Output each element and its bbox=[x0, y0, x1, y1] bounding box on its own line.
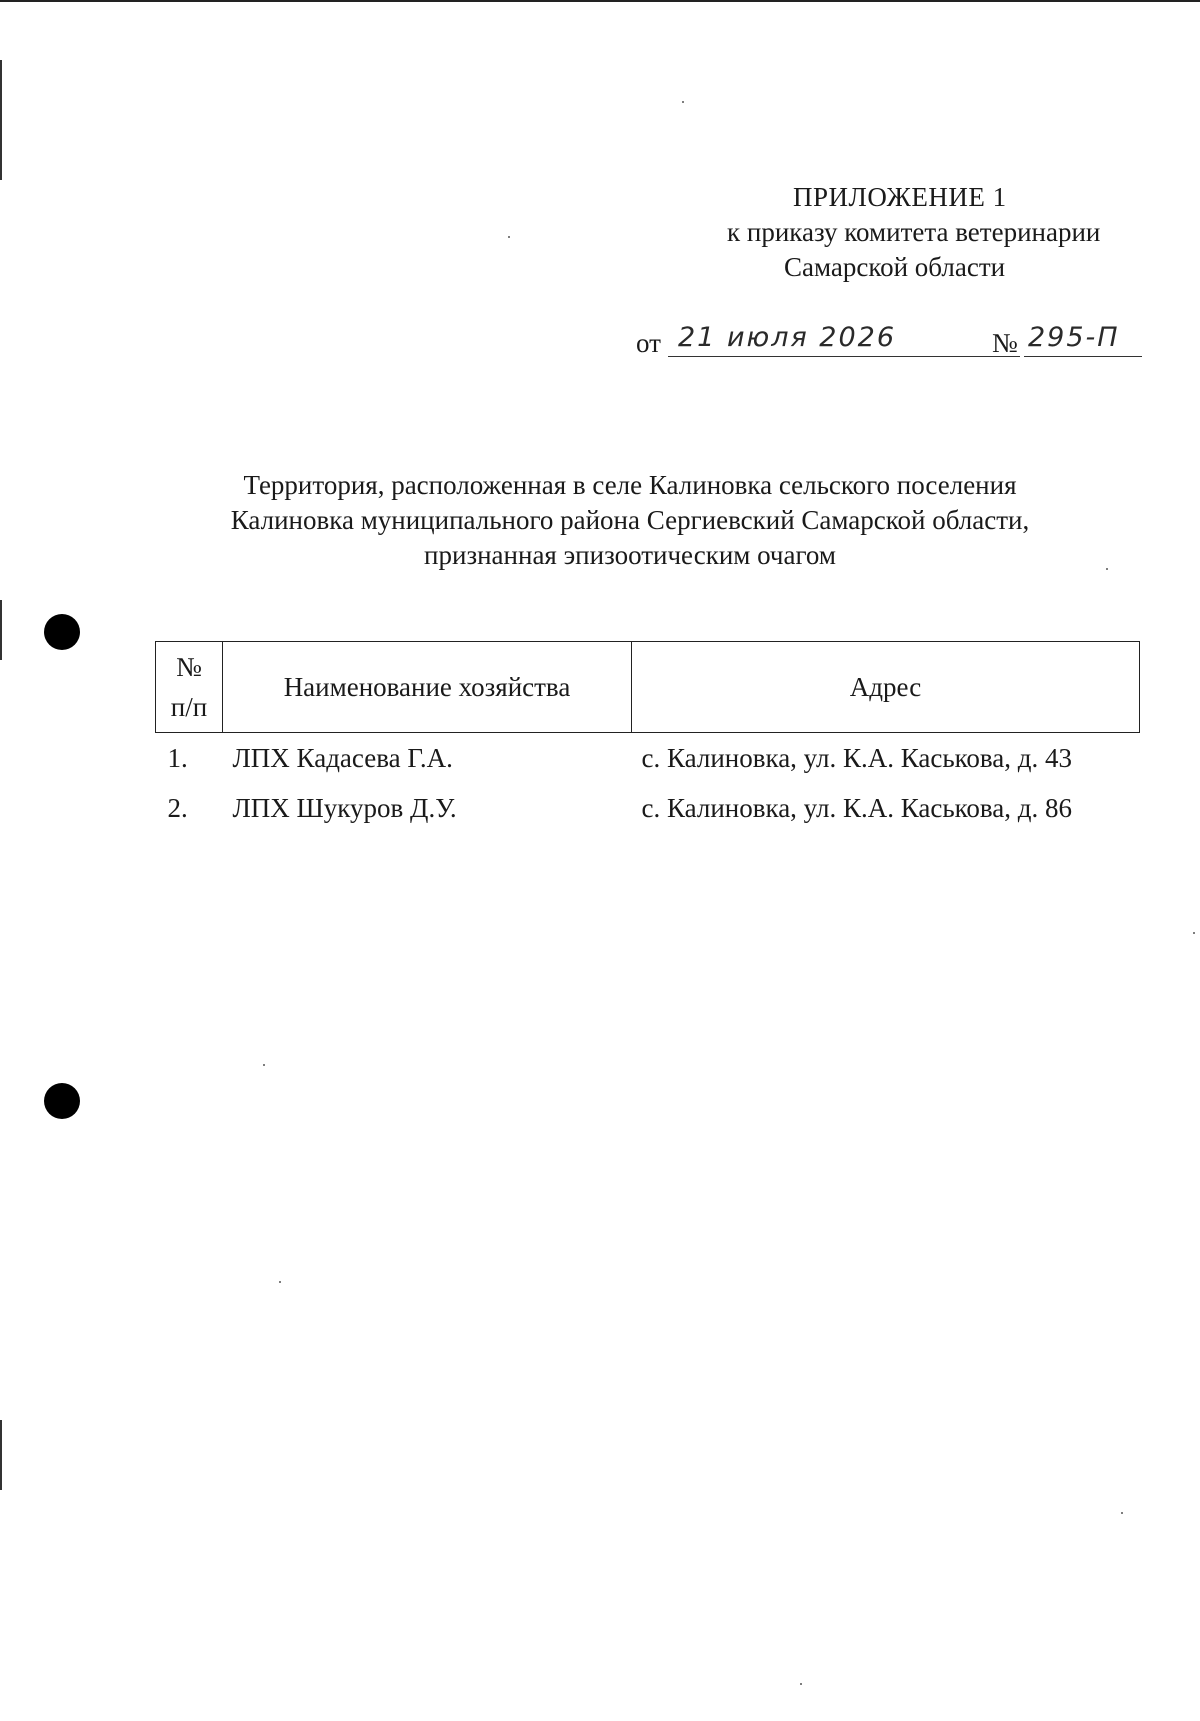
scan-speck bbox=[1193, 932, 1195, 934]
appendix-header bbox=[700, 180, 1140, 285]
scan-edge-left bbox=[0, 1420, 2, 1490]
header-number-abbr: п/п bbox=[170, 692, 208, 722]
scan-speck bbox=[508, 236, 510, 238]
header-number bbox=[156, 642, 223, 733]
heading-line: признанная эпизоотическим очагом bbox=[424, 540, 836, 570]
order-date-number bbox=[636, 322, 1156, 364]
appendix-title: ПРИЛОЖЕНИЕ 1 bbox=[793, 182, 1007, 212]
appendix-region: Самарской области bbox=[784, 252, 1006, 282]
row-number: 1. bbox=[167, 742, 188, 773]
scan-edge-left bbox=[0, 600, 2, 660]
row-farm-name: ЛПХ Шукуров Д.У. bbox=[232, 792, 457, 823]
date-underline bbox=[668, 356, 1020, 357]
date-label: от bbox=[636, 328, 661, 358]
scan-speck bbox=[279, 1281, 281, 1283]
handwritten-date: 21 июля 2026 bbox=[678, 322, 897, 353]
scan-speck bbox=[263, 1064, 265, 1066]
row-address: с. Калиновка, ул. К.А. Каськова, д. 43 bbox=[641, 742, 1073, 773]
header-farm-name: Наименование хозяйства bbox=[223, 642, 632, 733]
row-number: 2. bbox=[167, 792, 188, 823]
number-label: № bbox=[992, 328, 1018, 358]
scan-speck bbox=[682, 101, 684, 103]
header-number-sign: № bbox=[176, 652, 202, 682]
farms-table bbox=[155, 641, 1140, 833]
row-address: с. Калиновка, ул. К.А. Каськова, д. 86 bbox=[641, 792, 1073, 823]
row-farm-name: ЛПХ Кадасева Г.А. bbox=[232, 742, 453, 773]
heading-line: Территория, расположенная в селе Калиновка сельского поселения bbox=[243, 470, 1017, 500]
number-underline bbox=[1024, 356, 1142, 357]
table-row bbox=[156, 783, 1140, 833]
appendix-order-ref: к приказу комитета ветеринарии bbox=[727, 217, 1101, 247]
scan-speck bbox=[800, 1683, 802, 1685]
scan-speck bbox=[1121, 1512, 1123, 1514]
punch-hole bbox=[44, 614, 80, 650]
scan-edge-top bbox=[0, 0, 1200, 2]
scan-edge-left bbox=[0, 60, 2, 180]
table-header-row bbox=[156, 642, 1140, 733]
heading-line: Калиновка муниципального района Сергиевский Самарской области, bbox=[230, 505, 1030, 535]
header-address: Адрес bbox=[632, 642, 1140, 733]
document-heading bbox=[140, 468, 1120, 573]
handwritten-number: 295-П bbox=[1028, 322, 1120, 353]
table-row bbox=[156, 733, 1140, 784]
punch-hole bbox=[44, 1083, 80, 1119]
